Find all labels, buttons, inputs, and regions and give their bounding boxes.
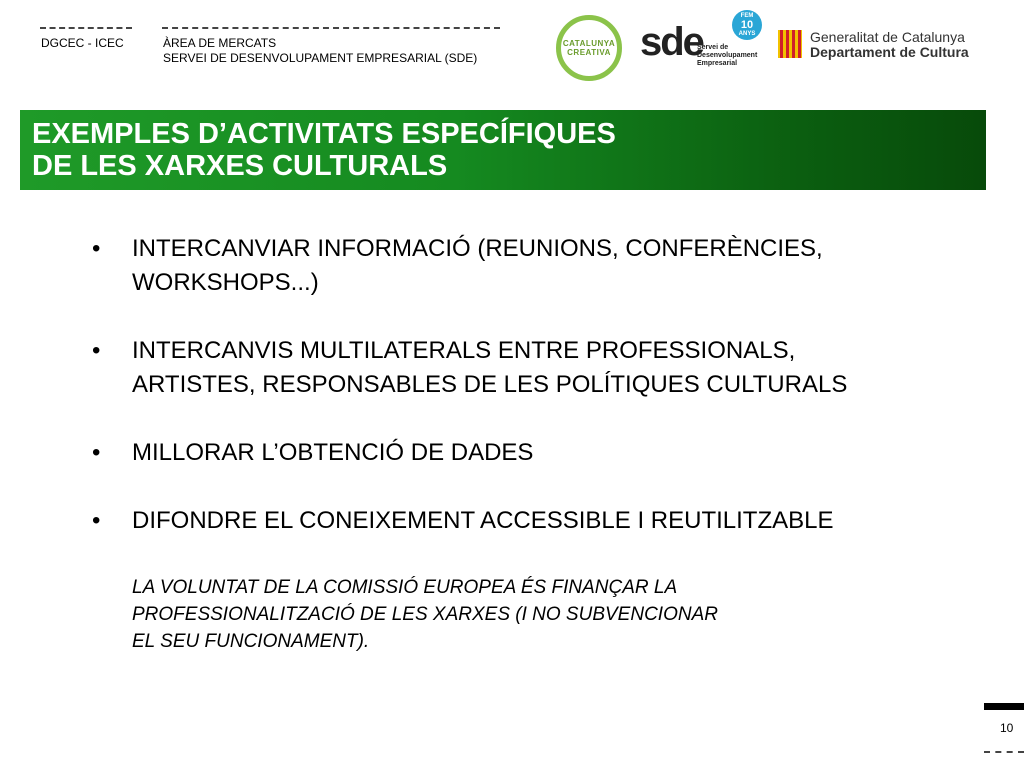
gencat-flag-icon xyxy=(778,30,802,58)
sde-wordmark: sde xyxy=(640,20,703,64)
funding-note xyxy=(132,574,718,655)
bullet-dot: • xyxy=(92,439,101,466)
bullet-item xyxy=(90,504,1000,538)
sde-sub-line1: Servei de xyxy=(697,44,729,51)
bullet-text-line: MILLORAR L’OBTENCIÓ DE DADES xyxy=(132,439,534,466)
bullet-list xyxy=(90,232,1000,538)
note-line3: EL SEU FUNCIONAMENT). xyxy=(132,631,370,652)
bullet-item xyxy=(90,232,1000,300)
bullet-text-line: INTERCANVIS MULTILATERALS ENTRE PROFESSIONALS, xyxy=(132,337,796,364)
title-banner xyxy=(20,110,986,190)
fem-badge-bottom: ANYS xyxy=(738,30,756,37)
cc-logo-line1: CATALUNYA xyxy=(562,39,616,48)
fem-badge-number: 10 xyxy=(740,18,754,31)
gencat-department: Departament de Cultura xyxy=(810,44,969,60)
bullet-text-line: INTERCANVIAR INFORMACIÓ (REUNIONS, CONFERÈNCIES, xyxy=(132,235,823,262)
slide-title-line1: EXEMPLES D’ACTIVITATS ESPECÍFIQUES xyxy=(32,118,616,150)
bullet-text-line: WORKSHOPS...) xyxy=(132,269,319,296)
page-number-bar xyxy=(984,703,1024,710)
cc-logo-line2: CREATIVA xyxy=(567,48,611,57)
slide-title-line2: DE LES XARXES CULTURALS xyxy=(32,150,448,182)
bullet-dot: • xyxy=(92,235,101,262)
bullet-item xyxy=(90,334,1000,402)
sde-sub-line3: Empresarial xyxy=(697,60,738,67)
sde-sub-line2: Desenvolupament xyxy=(697,52,758,59)
bullet-text-line: ARTISTES, RESPONSABLES DE LES POLÍTIQUES CULTURALS xyxy=(132,371,848,398)
org-code: DGCEC - ICEC xyxy=(41,36,124,50)
bullet-dot: • xyxy=(92,337,101,364)
bullet-item xyxy=(90,436,1000,470)
note-line2: PROFESSIONALITZACIÓ DE LES XARXES (I NO SUBVENCIONAR xyxy=(132,604,718,625)
page-number: 10 xyxy=(1000,721,1014,735)
header-divider-right xyxy=(162,27,500,29)
bullet-text-line: DIFONDRE EL CONEIXEMENT ACCESSIBLE I REUTILITZABLE xyxy=(132,507,834,534)
fem-badge-top: FEM xyxy=(740,12,754,19)
header-divider-left xyxy=(40,27,132,29)
catalunya-creativa-logo xyxy=(556,15,622,81)
note-line1: LA VOLUNTAT DE LA COMISSIÓ EUROPEA ÉS FINANÇAR LA xyxy=(132,577,678,598)
fem-10-anys-badge xyxy=(732,10,762,40)
footer-divider xyxy=(984,751,1024,753)
area-subtitle: SERVEI DE DESENVOLUPAMENT EMPRESARIAL (SDE) xyxy=(163,51,478,65)
bullet-dot: • xyxy=(92,507,101,534)
slide-title xyxy=(32,118,616,182)
gencat-name: Generalitat de Catalunya xyxy=(810,29,965,45)
sde-logo xyxy=(640,12,765,68)
sde-subtitle xyxy=(697,44,757,68)
area-title: ÀREA DE MERCATS xyxy=(163,36,277,50)
gencat-logo-text xyxy=(810,30,969,60)
